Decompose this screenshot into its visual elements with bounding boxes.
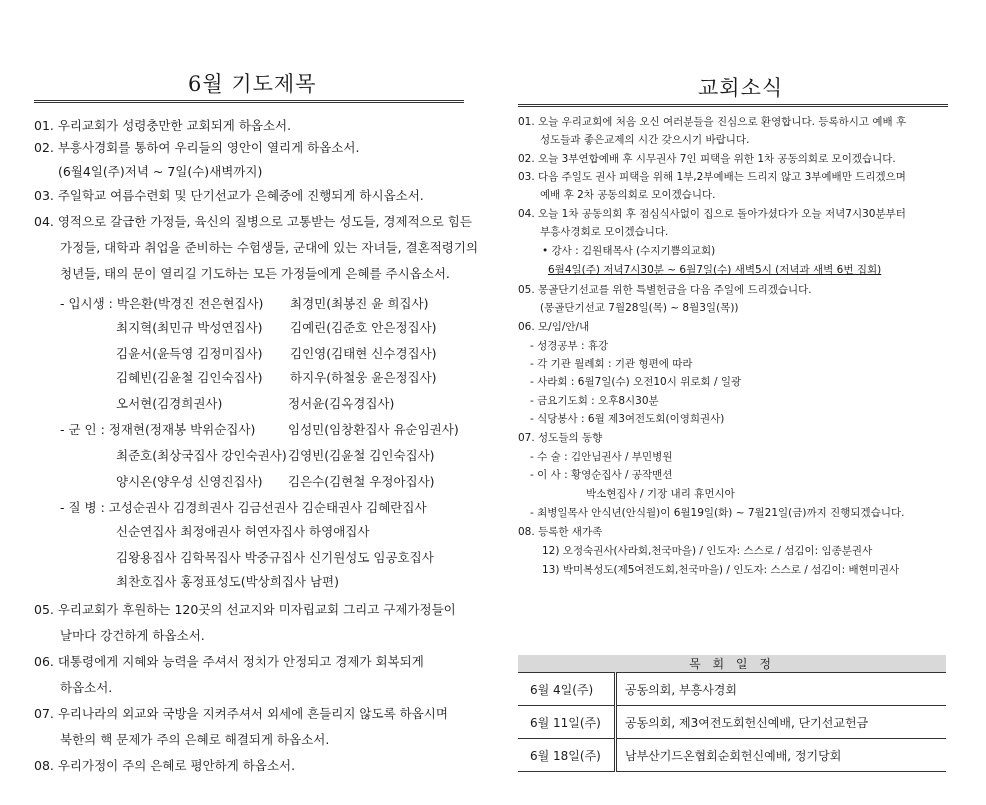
news-line: 01. 오늘 우리교회에 처음 오신 여러분들을 진심으로 환영합니다. 등록하시고 예배 후 [518,116,907,128]
schedule-event: 공동의회, 제3여전도회헌신예배, 단기선교헌금 [616,706,947,739]
prayer-line: 김예린(김준호 안은정집사) [290,320,437,335]
table-row [518,673,946,706]
prayer-line: 08. 우리가정이 주의 은혜로 평안하게 하옵소서. [34,758,296,773]
schedule-table [518,655,946,772]
prayer-line: 04. 영적으로 갈급한 가정들, 육신의 질병으로 고통받는 성도들, 경제적으로 힘든 [34,214,472,229]
prayer-line: 06. 대통령에게 지혜와 능력을 주셔서 정치가 안정되고 경제가 회복되게 [34,654,424,669]
news-line: - 사라회 : 6월7일(수) 오전10시 위로회 / 일광 [530,376,742,388]
prayer-line: 최지혁(최민규 박성연집사) [116,320,263,335]
news-line: - 최병일목사 안식년(안식월)이 6월19일(화) ~ 7월21일(금)까지 진행되겠습니다. [530,507,905,519]
prayer-line: - 입시생 : 박은환(박경진 전은현집사) [60,296,264,311]
news-line: 08. 등록한 새가족 [518,526,603,538]
news-line: 박소현집사 / 기장 내리 휴먼시아 [586,488,735,500]
prayer-line: 하지우(하철웅 윤은정집사) [290,370,437,385]
prayer-line: 김혜빈(김윤철 김인숙집사) [116,370,263,385]
prayer-line: 김왕용집사 김학목집사 박중규집사 신기원성도 임공호집사 [116,550,434,565]
news-line: 02. 오늘 3부연합예배 후 시무권사 7인 피택을 위한 1차 공동의회로 모이겠습니다. [518,153,896,165]
news-line: - 수 술 : 김안님권사 / 부민병원 [530,451,673,463]
prayer-line: - 군 인 : 정재현(정재봉 박위순집사) [60,422,256,437]
schedule-header: 목 회 일 정 [518,655,946,673]
prayer-line: 김영빈(김윤철 김인숙집사) [288,448,435,463]
news-line: 12) 오정숙권사(사라회,천국마을) / 인도자: 스스로 / 섬김이: 임종분권사 [542,545,873,557]
news-line: 성도들과 좋은교제의 시간 갖으시기 바랍니다. [540,134,750,146]
news-line: - 이 사 : 황영순집사 / 공작맨션 [530,469,673,481]
schedule-event: 남부산기드온협회순회헌신예배, 정기당회 [616,739,947,772]
prayer-line: 01. 우리교회가 성령충만한 교회되게 하옵소서. [34,118,292,133]
prayer-line: 07. 우리나라의 외교와 국방을 지켜주셔서 외세에 흔들리지 않도록 하옵시며 [34,706,448,721]
news-line: 예배 후 2차 공동의회로 모이겠습니다. [540,189,716,201]
prayer-line: 청년들, 태의 문이 열리길 기도하는 모든 가정들에게 은혜를 주시옵소서. [60,266,450,281]
title-rule [34,100,464,103]
news-line: 06. 모/임/안/내 [518,321,590,333]
prayer-line: 가정들, 대학과 취업을 준비하는 수험생들, 군대에 있는 자녀들, 결혼적령기의 [60,240,479,255]
prayer-line: 김인영(김태현 신수경집사) [290,346,437,361]
news-line: 04. 오늘 1차 공동의회 후 점심식사없이 집으로 돌아가셨다가 오늘 저녁7시30분부터 [518,208,906,220]
schedule-event: 공동의회, 부흥사경회 [616,673,947,706]
schedule-date: 6월 4일(주) [518,673,616,706]
news-line: - 식당봉사 : 6월 제3여전도회(이영희권사) [530,413,725,425]
prayer-line: 하옵소서. [60,680,113,695]
prayer-line: 최준호(최상국집사 강인숙권사) [116,448,287,463]
prayer-line: 신순연집사 최정애권사 허연자집사 하영애집사 [116,524,370,539]
prayer-line: 김윤서(윤득영 김정미집사) [116,346,263,361]
news-line: 03. 다음 주일도 권사 피택을 위해 1부,2부예배는 드리지 않고 3부예배만 드리겠으며 [518,171,906,183]
prayer-line: 임성민(임창환집사 유순임권사) [288,422,459,437]
news-line: - 성경공부 : 휴강 [530,340,609,352]
prayer-line: 최경민(최봉진 윤 희집사) [290,296,429,311]
prayer-line: - 질 병 : 고성순권사 김경희권사 김금선권사 김순태권사 김혜란집사 [60,500,427,515]
news-line: 13) 박미복성도(제5여전도회,천국마을) / 인도자: 스스로 / 섬김이: 배현미권사 [542,564,900,576]
prayer-line: (6월4일(주)저녁 ~ 7일(수)새벽까지) [58,164,263,179]
schedule-date: 6월 11일(주) [518,706,616,739]
news-line: 07. 성도들의 동향 [518,432,603,444]
title-rule [518,104,948,107]
prayer-title: 6월 기도제목 [188,72,317,96]
table-row [518,706,946,739]
news-line: • 강사 : 김원태목사 (수지기쁨의교회) [542,245,716,257]
prayer-line: 북한의 핵 문제가 주의 은혜로 해결되게 하옵소서. [60,732,330,747]
prayer-line: 김은수(김현철 우정아집사) [288,474,435,489]
news-title: 교회소식 [698,76,784,100]
prayer-line: 오서현(김경희권사) [116,396,223,411]
prayer-line: 양시온(양우성 신영진집사) [116,474,263,489]
prayer-line: 03. 주일학교 여름수련회 및 단기선교가 은혜중에 진행되게 하시옵소서. [34,188,424,203]
news-line: (몽골단기선교 7월28일(목) ~ 8월3일(목)) [540,302,739,314]
news-line: - 각 기관 월례회 : 기관 형편에 따라 [530,358,693,370]
news-line: 부흥사경회로 모이겠습니다. [540,226,669,238]
prayer-line: 05. 우리교회가 후원하는 120곳의 선교지와 미자립교회 그리고 구제가정들이 [34,602,456,617]
news-line: 6월4일(주) 저녁7시30분 ~ 6월7일(수) 새벽5시 (저녁과 새벽 6번 집회) [548,264,882,276]
schedule-date: 6월 18일(주) [518,739,616,772]
prayer-line: 정서윤(김옥경집사) [288,396,395,411]
news-line: - 금요기도회 : 오후8시30분 [530,395,659,407]
news-line: 05. 몽골단기선교를 위한 특별헌금을 다음 주일에 드리겠습니다. [518,284,812,296]
table-row [518,739,946,772]
prayer-line: 날마다 강건하게 하옵소서. [60,628,205,643]
prayer-line: 02. 부흥사경회를 통하여 우리들의 영안이 열리게 하옵소서. [34,140,360,155]
prayer-line: 최찬호집사 홍정표성도(박상희집사 남편) [116,574,339,589]
